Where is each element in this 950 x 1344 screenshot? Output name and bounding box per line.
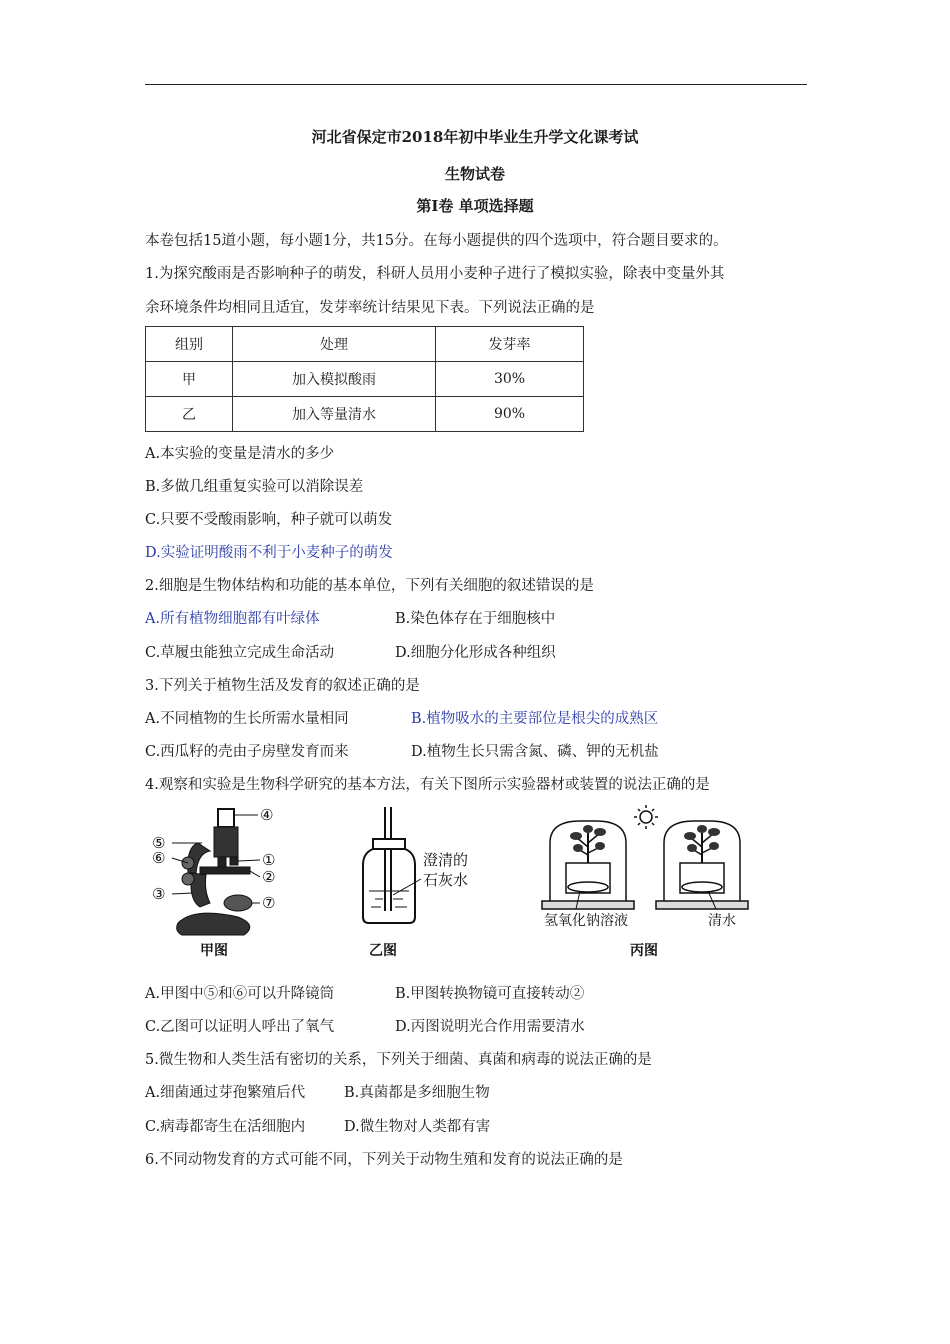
- marker-2: ②: [262, 868, 276, 886]
- figure-yi-label-1: 澄清的: [423, 851, 469, 869]
- marker-6: ⑥: [152, 849, 166, 867]
- table-row: [146, 397, 584, 432]
- q2-option-d: D.细胞分化形成各种组织: [395, 645, 556, 661]
- q1-option-b: B.多做几组重复实验可以消除误差: [145, 479, 364, 495]
- figure-jia-microscope: [148, 803, 298, 963]
- marker-5: ⑤: [152, 834, 166, 852]
- q6-stem: 6.不同动物发育的方式可能不同，下列关于动物生殖和发育的说法正确的是: [145, 1152, 623, 1168]
- figure-yi-caption: 乙图: [369, 943, 397, 959]
- q1-stem-line2: 余环境条件均相同且适宜，发芽率统计结果见下表。下列说法正确的是: [145, 300, 595, 316]
- table-cell: 90%: [436, 397, 584, 432]
- q5-option-d: D.微生物对人类都有害: [344, 1119, 491, 1135]
- q5-option-b: B.真菌都是多细胞生物: [344, 1085, 490, 1101]
- table-cell: 30%: [436, 362, 584, 397]
- sun-icon: [634, 805, 658, 829]
- exam-title: 河北省保定市2018年初中毕业生升学文化课考试: [311, 128, 639, 146]
- q3-option-b-answer: B.植物吸水的主要部位是根尖的成熟区: [411, 711, 659, 727]
- q4-option-c: C.乙图可以证明人呼出了氧气: [145, 1019, 335, 1035]
- section-heading: 第Ⅰ卷 单项选择题: [416, 197, 534, 215]
- q1-option-c: C.只要不受酸雨影响，种子就可以萌发: [145, 512, 393, 528]
- q3-stem: 3.下列关于植物生活及发育的叙述正确的是: [145, 678, 420, 694]
- figure-bing-left-label: 氢氧化钠溶液: [544, 913, 628, 929]
- q4-option-b: B.甲图转换物镜可直接转动②: [395, 986, 585, 1002]
- table-cell: 甲: [146, 362, 233, 397]
- q4-option-d: D.丙图说明光合作用需要清水: [395, 1019, 585, 1035]
- table-header-cell: 处理: [233, 327, 436, 362]
- table-header-cell: 组别: [146, 327, 233, 362]
- instructions: 本卷包括15道小题，每小题1分，共15分。在每小题提供的四个选项中，符合题目要求的。: [145, 233, 728, 249]
- marker-7: ⑦: [262, 894, 276, 912]
- q5-option-a: A.细菌通过芽孢繁殖后代: [145, 1085, 306, 1101]
- marker-3: ③: [152, 885, 166, 903]
- q1-stem-line1: 1.为探究酸雨是否影响种子的萌发，科研人员用小麦种子进行了模拟实验，除表中变量外其: [145, 266, 725, 282]
- marker-4: ④: [260, 806, 274, 824]
- q4-stem: 4.观察和实验是生物科学研究的基本方法，有关下图所示实验器材或装置的说法正确的是: [145, 777, 710, 793]
- q2-option-b: B.染色体存在于细胞核中: [395, 611, 556, 627]
- q1-option-a: A.本实验的变量是清水的多少: [145, 446, 335, 462]
- q5-stem: 5.微生物和人类生活有密切的关系，下列关于细菌、真菌和病毒的说法正确的是: [145, 1052, 652, 1068]
- table-cell: 加入模拟酸雨: [233, 362, 436, 397]
- table-header-cell: 发芽率: [436, 327, 584, 362]
- table-header-row: [146, 327, 584, 362]
- q3-option-a: A.不同植物的生长所需水量相同: [145, 711, 349, 727]
- q2-option-c: C.草履虫能独立完成生命活动: [145, 645, 335, 661]
- q3-option-d: D.植物生长只需含氮、磷、钾的无机盐: [411, 744, 659, 760]
- table-cell: 乙: [146, 397, 233, 432]
- figure-bing-right-label: 清水: [708, 913, 736, 929]
- q4-option-a: A.甲图中⑤和⑥可以升降镜筒: [145, 986, 335, 1002]
- figure-yi-label-2: 石灰水: [423, 871, 469, 889]
- marker-1: ①: [262, 851, 276, 869]
- figure-yi-bottle: [345, 803, 495, 963]
- figure-bing-belljars: [540, 803, 760, 963]
- table-row: [146, 362, 584, 397]
- q1-option-d-answer: D.实验证明酸雨不利于小麦种子的萌发: [145, 545, 393, 561]
- q3-option-c: C.西瓜籽的壳由子房壁发育而来: [145, 744, 349, 760]
- q5-option-c: C.病毒都寄生在活细胞内: [145, 1119, 306, 1135]
- top-rule: [145, 84, 807, 85]
- q1-table: [145, 326, 584, 432]
- figure-jia-caption: 甲图: [200, 943, 228, 959]
- q2-option-a-answer: A.所有植物细胞都有叶绿体: [145, 611, 320, 627]
- figure-bing-caption: 丙图: [630, 943, 658, 959]
- table-cell: 加入等量清水: [233, 397, 436, 432]
- exam-subtitle: 生物试卷: [444, 165, 505, 183]
- q2-stem: 2.细胞是生物体结构和功能的基本单位，下列有关细胞的叙述错误的是: [145, 578, 594, 594]
